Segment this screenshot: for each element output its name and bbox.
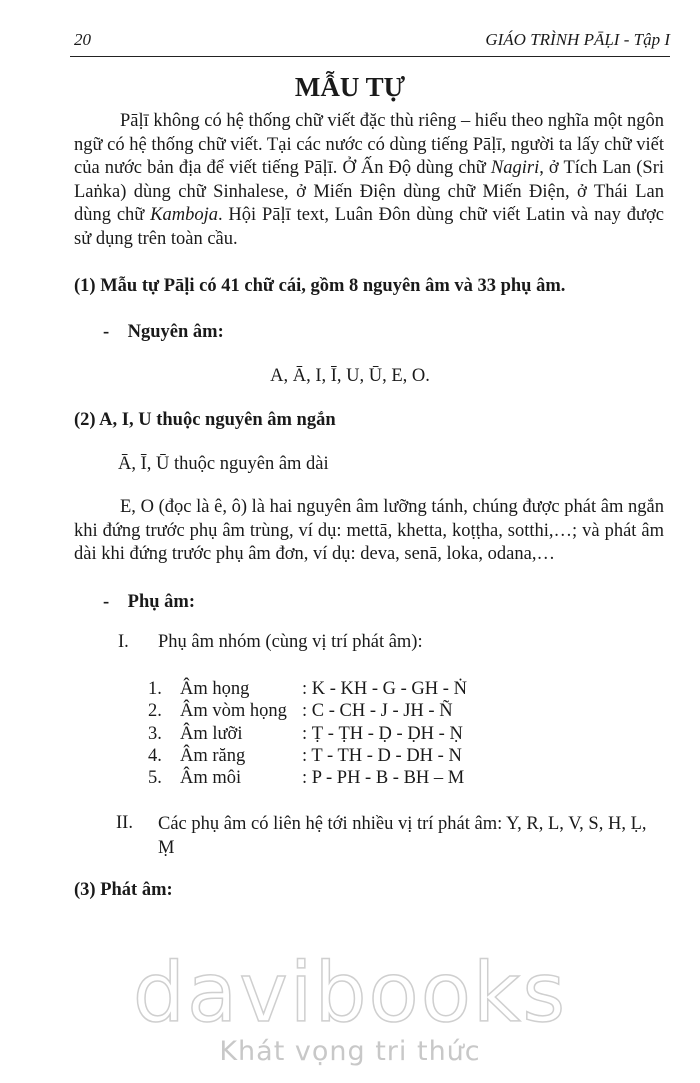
section-3-heading: (3) Phát âm: bbox=[74, 880, 173, 900]
item-letters: : T - TH - D - DH - N bbox=[302, 745, 462, 766]
list-item bbox=[148, 700, 467, 722]
item-name: Âm môi bbox=[180, 768, 242, 789]
eo-paragraph: E, O (đọc là ê, ô) là hai nguyên âm lưỡng tánh, chúng được phát âm ngắn khi đứng trước phụ âm trùng, ví dụ: mettā, khetta, koṭṭha, sotthi,…; và phát âm dài khi đứng trước phụ âm đơn, ví dụ: deva, senā, loka, odana,… bbox=[74, 497, 664, 564]
page-number: 20 bbox=[74, 30, 91, 49]
item-number: 1. bbox=[148, 679, 162, 699]
item-name: Âm răng bbox=[180, 745, 246, 766]
running-title: GIÁO TRÌNH PĀḶI - Tập I bbox=[485, 30, 670, 49]
section-1-heading: (1) Mẫu tự Pāḷi có 41 chữ cái, gồm 8 nguyên âm và 33 phụ âm. bbox=[74, 276, 566, 296]
item-name: Âm họng bbox=[180, 679, 250, 699]
intro-text-3: . Hội Pāḷī text, Luân Đôn dùng chữ viết Latin và nay được sử dụng trên toàn cầu. bbox=[74, 205, 664, 249]
other-numeral: II. bbox=[116, 813, 133, 833]
section-2-heading: (2) A, I, U thuộc nguyên âm ngắn bbox=[74, 410, 336, 430]
header-divider bbox=[70, 56, 670, 57]
long-vowels-line: Ā, Ī, Ū thuộc nguyên âm dài bbox=[118, 454, 329, 474]
list-item bbox=[148, 767, 467, 789]
intro-kamboja: Kamboja bbox=[150, 205, 218, 225]
item-number: 3. bbox=[148, 723, 162, 744]
intro-text-1: Pāḷī không có hệ thống chữ viết đặc thù riêng – hiểu theo nghĩa một ngôn ngữ có hệ thống chữ viết. Tại các nước có dùng tiếng Pāḷī, người ta lấy chữ viết của nước bản địa để viết tiếng Pāḷī. Ở Ấn Độ dùng chữ bbox=[74, 111, 664, 178]
item-letters: : P - PH - B - BH – M bbox=[302, 768, 465, 789]
item-name: Âm vòm họng bbox=[180, 701, 287, 722]
intro-nagiri: Nagiri bbox=[490, 158, 540, 178]
item-letters: : C - CH - J - JH - Ñ bbox=[302, 701, 453, 722]
item-number: 2. bbox=[148, 701, 162, 722]
consonant-groups-list bbox=[148, 678, 467, 789]
intro-text-2: , ở Tích Lan (Sri Laṅka) dùng chữ Sinhalese, ở Miến Điện dùng chữ Miến Điện, ở Thái Lan dùng chữ bbox=[74, 158, 665, 225]
group-numeral: I. bbox=[118, 632, 129, 652]
item-name: Âm lưỡi bbox=[180, 723, 243, 744]
vowels-list: A, Ā, I, Ī, U, Ū, E, O. bbox=[270, 366, 430, 386]
list-item bbox=[148, 678, 467, 700]
watermark-slogan: Khát vọng tri thức bbox=[219, 1036, 481, 1067]
list-item bbox=[148, 745, 467, 767]
watermark-brand: davibooks bbox=[132, 946, 568, 1041]
other-consonants: Các phụ âm có liên hệ tới nhiều vị trí phát âm: Y, R, L, V, S, H, Ḷ, Ṃ bbox=[158, 814, 647, 858]
consonants-label: - Phụ âm: bbox=[103, 592, 195, 612]
group-label: Phụ âm nhóm (cùng vị trí phát âm): bbox=[158, 632, 423, 652]
item-letters: : K - KH - G - GH - Ṅ bbox=[302, 679, 467, 699]
item-number: 4. bbox=[148, 745, 162, 766]
vowels-label: - Nguyên âm: bbox=[103, 322, 224, 342]
page-title: MẪU TỰ bbox=[294, 72, 406, 102]
list-item bbox=[148, 723, 467, 745]
item-letters: : Ṭ - ṬH - Ḍ - ḌH - Ṇ bbox=[302, 723, 463, 744]
item-number: 5. bbox=[148, 768, 162, 789]
intro-paragraph bbox=[74, 110, 664, 251]
